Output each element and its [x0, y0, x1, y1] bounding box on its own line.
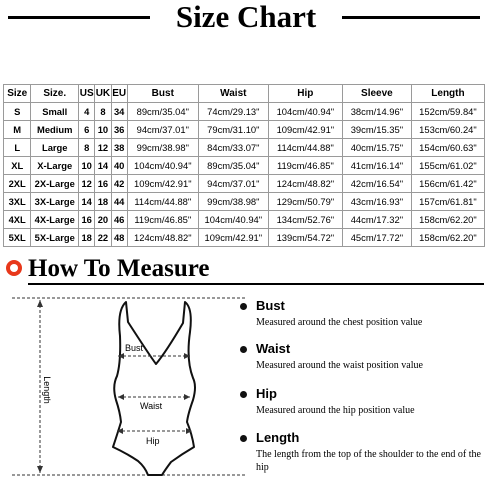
legend-desc-length: The length from the top of the shoulder to the end of the hip [256, 449, 481, 473]
cell-sleeve: 39cm/15.35" [342, 121, 411, 139]
cell-size-name: 5X-Large [31, 229, 79, 247]
cell-bust: 124cm/48.82" [127, 229, 198, 247]
target-circle-icon [6, 260, 22, 276]
cell-length: 157cm/61.81" [411, 193, 484, 211]
cell-eu: 38 [111, 139, 127, 157]
header-eu: EU [111, 85, 127, 103]
cell-waist: 94cm/37.01" [198, 175, 268, 193]
cell-size-code: 4XL [4, 211, 31, 229]
cell-uk: 14 [95, 157, 111, 175]
page-title: Size Chart [175, 0, 317, 34]
cell-waist: 109cm/42.91" [198, 229, 268, 247]
legend-title-bust: Bust [256, 298, 285, 313]
cell-size-code: S [4, 103, 31, 121]
header-bust: Bust [127, 85, 198, 103]
cell-bust: 109cm/42.91" [127, 175, 198, 193]
cell-sleeve: 43cm/16.93" [342, 193, 411, 211]
cell-uk: 10 [95, 121, 111, 139]
cell-size-name: Small [31, 103, 79, 121]
cell-us: 14 [79, 193, 95, 211]
length-label: Length [42, 376, 52, 404]
cell-bust: 114cm/44.88" [127, 193, 198, 211]
header-waist: Waist [198, 85, 268, 103]
cell-hip: 124cm/48.82" [268, 175, 342, 193]
cell-uk: 12 [95, 139, 111, 157]
cell-sleeve: 45cm/17.72" [342, 229, 411, 247]
cell-us: 18 [79, 229, 95, 247]
bullet-icon [240, 346, 247, 353]
bullet-icon [240, 435, 247, 442]
waist-label: Waist [140, 401, 163, 411]
cell-eu: 46 [111, 211, 127, 229]
legend-title-waist: Waist [256, 341, 291, 356]
cell-eu: 40 [111, 157, 127, 175]
cell-waist: 99cm/38.98" [198, 193, 268, 211]
cell-bust: 99cm/38.98" [127, 139, 198, 157]
cell-size-code: 5XL [4, 229, 31, 247]
table-row [4, 157, 485, 175]
cell-us: 10 [79, 157, 95, 175]
cell-us: 16 [79, 211, 95, 229]
legend-desc-waist: Measured around the waist position value [256, 360, 423, 371]
title-rule-right [342, 16, 480, 19]
header-uk: UK [95, 85, 111, 103]
cell-us: 6 [79, 121, 95, 139]
table-row [4, 139, 485, 157]
table-row [4, 175, 485, 193]
cell-size-code: XL [4, 157, 31, 175]
legend-title-hip: Hip [256, 386, 277, 401]
cell-uk: 16 [95, 175, 111, 193]
cell-hip: 129cm/50.79" [268, 193, 342, 211]
cell-sleeve: 38cm/14.96" [342, 103, 411, 121]
header-sleeve: Sleeve [342, 85, 411, 103]
legend-title-length: Length [256, 430, 300, 445]
section-rule [28, 283, 484, 285]
legend-desc-hip: Measured around the hip position value [256, 405, 415, 416]
header-us: US [79, 85, 95, 103]
cell-waist: 79cm/31.10" [198, 121, 268, 139]
legend-desc-bust: Measured around the chest position value [256, 317, 423, 328]
cell-eu: 34 [111, 103, 127, 121]
table-row [4, 121, 485, 139]
cell-size-code: L [4, 139, 31, 157]
cell-hip: 134cm/52.76" [268, 211, 342, 229]
cell-waist: 104cm/40.94" [198, 211, 268, 229]
cell-hip: 139cm/54.72" [268, 229, 342, 247]
cell-size-name: Medium [31, 121, 79, 139]
header-length: Length [411, 85, 484, 103]
cell-waist: 84cm/33.07" [198, 139, 268, 157]
header-size-name: Size. [31, 85, 79, 103]
cell-length: 156cm/61.42" [411, 175, 484, 193]
cell-length: 154cm/60.63" [411, 139, 484, 157]
cell-uk: 8 [95, 103, 111, 121]
hip-label: Hip [146, 436, 160, 446]
cell-size-name: X-Large [31, 157, 79, 175]
cell-hip: 119cm/46.85" [268, 157, 342, 175]
table-row [4, 103, 485, 121]
cell-bust: 89cm/35.04" [127, 103, 198, 121]
cell-us: 4 [79, 103, 95, 121]
cell-size-code: 3XL [4, 193, 31, 211]
cell-length: 153cm/60.24" [411, 121, 484, 139]
header-hip: Hip [268, 85, 342, 103]
title-rule-left [8, 16, 150, 19]
cell-length: 158cm/62.20" [411, 229, 484, 247]
bodysuit-outline [113, 302, 195, 475]
table-header-row [4, 85, 485, 103]
cell-uk: 20 [95, 211, 111, 229]
cell-sleeve: 42cm/16.54" [342, 175, 411, 193]
size-table [3, 84, 485, 247]
cell-size-code: M [4, 121, 31, 139]
cell-sleeve: 41cm/16.14" [342, 157, 411, 175]
title-row [0, 0, 488, 34]
cell-sleeve: 44cm/17.32" [342, 211, 411, 229]
bust-label: Bust [125, 343, 144, 353]
cell-bust: 104cm/40.94" [127, 157, 198, 175]
cell-waist: 89cm/35.04" [198, 157, 268, 175]
cell-bust: 119cm/46.85" [127, 211, 198, 229]
cell-hip: 114cm/44.88" [268, 139, 342, 157]
cell-length: 152cm/59.84" [411, 103, 484, 121]
cell-size-name: Large [31, 139, 79, 157]
cell-us: 8 [79, 139, 95, 157]
header-size: Size [4, 85, 31, 103]
table-row [4, 193, 485, 211]
cell-eu: 44 [111, 193, 127, 211]
cell-uk: 22 [95, 229, 111, 247]
cell-hip: 104cm/40.94" [268, 103, 342, 121]
cell-length: 158cm/62.20" [411, 211, 484, 229]
cell-size-name: 2X-Large [31, 175, 79, 193]
cell-sleeve: 40cm/15.75" [342, 139, 411, 157]
cell-size-name: 3X-Large [31, 193, 79, 211]
how-to-measure-header [4, 255, 484, 283]
cell-us: 12 [79, 175, 95, 193]
cell-hip: 109cm/42.91" [268, 121, 342, 139]
measurement-figure [0, 290, 250, 496]
cell-uk: 18 [95, 193, 111, 211]
cell-size-name: 4X-Large [31, 211, 79, 229]
bullet-icon [240, 391, 247, 398]
table-body [4, 103, 485, 247]
cell-waist: 74cm/29.13" [198, 103, 268, 121]
table-row [4, 229, 485, 247]
cell-eu: 36 [111, 121, 127, 139]
cell-length: 155cm/61.02" [411, 157, 484, 175]
section-heading: How To Measure [28, 255, 210, 282]
bullet-icon [240, 303, 247, 310]
cell-eu: 48 [111, 229, 127, 247]
cell-bust: 94cm/37.01" [127, 121, 198, 139]
cell-size-code: 2XL [4, 175, 31, 193]
cell-eu: 42 [111, 175, 127, 193]
table-row [4, 211, 485, 229]
